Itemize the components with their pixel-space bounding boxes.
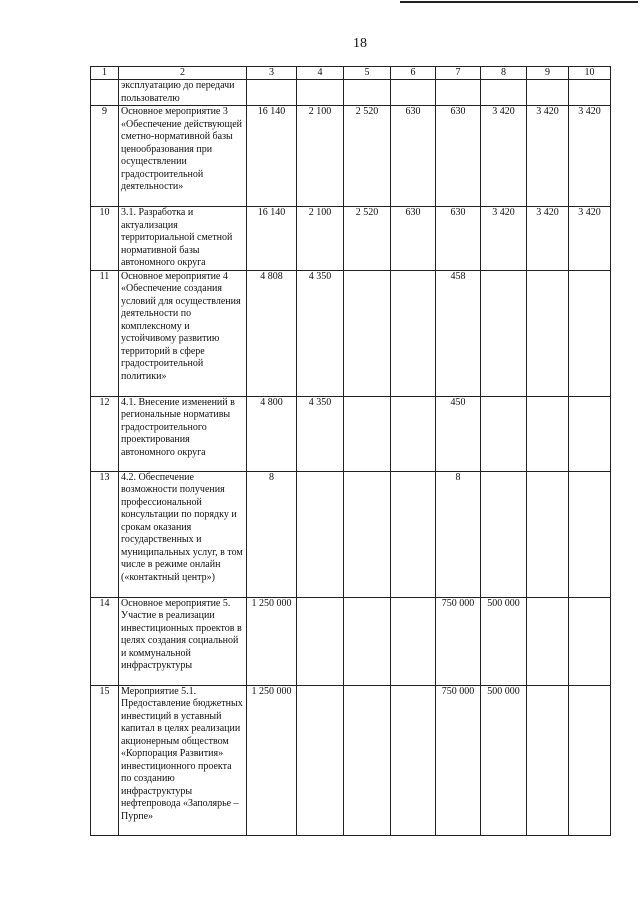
table-row: [91, 597, 611, 685]
header-cell: 6: [391, 67, 436, 80]
value-cell: 1 250 000: [247, 597, 297, 685]
table-row: [91, 471, 611, 597]
header-cell: 4: [297, 67, 344, 80]
value-cell: [297, 80, 344, 106]
row-description: эксплуатацию до передачи пользователю: [119, 80, 247, 106]
table-row: [91, 80, 611, 106]
value-cell: 458: [436, 270, 481, 396]
header-cell: 9: [527, 67, 569, 80]
value-cell: [344, 396, 391, 471]
value-cell: 16 140: [247, 207, 297, 271]
row-number: 9: [91, 106, 119, 207]
header-cell: 2: [119, 67, 247, 80]
header-row: [91, 67, 611, 80]
value-cell: 750 000: [436, 597, 481, 685]
value-cell: 16 140: [247, 106, 297, 207]
value-cell: [297, 471, 344, 597]
value-cell: [247, 80, 297, 106]
value-cell: [344, 597, 391, 685]
table-row: [91, 685, 611, 835]
value-cell: 3 420: [481, 106, 527, 207]
top-rule: [400, 1, 638, 3]
value-cell: [391, 80, 436, 106]
value-cell: [481, 471, 527, 597]
value-cell: [569, 270, 611, 396]
row-description: Основное мероприятие 5. Участие в реализации инвестиционных проектов в целях создания социальной и коммунальной инфраструктуры: [119, 597, 247, 685]
value-cell: [569, 685, 611, 835]
value-cell: [391, 396, 436, 471]
row-description: Основное мероприятие 3 «Обеспечение действующей сметно-нормативной базы ценообразования при осуществлении градостроительной деятельности»: [119, 106, 247, 207]
value-cell: [481, 80, 527, 106]
row-number: 12: [91, 396, 119, 471]
value-cell: [527, 270, 569, 396]
value-cell: 3 420: [527, 106, 569, 207]
value-cell: 4 350: [297, 396, 344, 471]
value-cell: [391, 685, 436, 835]
value-cell: [569, 396, 611, 471]
value-cell: 630: [436, 207, 481, 271]
value-cell: 630: [391, 207, 436, 271]
value-cell: 750 000: [436, 685, 481, 835]
value-cell: [527, 597, 569, 685]
row-number: 15: [91, 685, 119, 835]
row-description: Мероприятие 5.1. Предоставление бюджетных инвестиций в уставный капитал в целях реализации акционерным обществом «Корпорация Развития» инвестиционного проекта по созданию инфраструктуры нефтепровода «Заполярье – Пурпе»: [119, 685, 247, 835]
row-number: 11: [91, 270, 119, 396]
value-cell: [527, 396, 569, 471]
value-cell: [569, 471, 611, 597]
value-cell: 2 100: [297, 106, 344, 207]
row-description: 3.1. Разработка и актуализация территориальной сметной нормативной базы автономного округа: [119, 207, 247, 271]
value-cell: [527, 685, 569, 835]
value-cell: 630: [436, 106, 481, 207]
budget-table: [90, 66, 611, 836]
value-cell: [344, 270, 391, 396]
value-cell: [297, 685, 344, 835]
table-row: [91, 106, 611, 207]
table-row: [91, 396, 611, 471]
value-cell: [569, 597, 611, 685]
value-cell: [481, 396, 527, 471]
value-cell: [391, 597, 436, 685]
value-cell: 8: [436, 471, 481, 597]
value-cell: [527, 471, 569, 597]
value-cell: 1 250 000: [247, 685, 297, 835]
value-cell: [527, 80, 569, 106]
row-number: 13: [91, 471, 119, 597]
header-cell: 8: [481, 67, 527, 80]
row-description: 4.1. Внесение изменений в региональные нормативы градостроительного проектирования автономного округа: [119, 396, 247, 471]
value-cell: 500 000: [481, 685, 527, 835]
header-cell: 3: [247, 67, 297, 80]
value-cell: 3 420: [527, 207, 569, 271]
header-cell: 5: [344, 67, 391, 80]
row-description: 4.2. Обеспечение возможности получения профессиональной консультации по порядку и срокам оказания государственных и муниципальных услуг, в том числе в режиме онлайн («контактный центр»): [119, 471, 247, 597]
value-cell: [391, 471, 436, 597]
value-cell: 4 800: [247, 396, 297, 471]
value-cell: 3 420: [569, 106, 611, 207]
value-cell: 2 520: [344, 106, 391, 207]
row-number: [91, 80, 119, 106]
table-row: [91, 270, 611, 396]
value-cell: 450: [436, 396, 481, 471]
value-cell: [436, 80, 481, 106]
header-cell: 1: [91, 67, 119, 80]
value-cell: [481, 270, 527, 396]
header-cell: 7: [436, 67, 481, 80]
header-cell: 10: [569, 67, 611, 80]
value-cell: [297, 597, 344, 685]
value-cell: [344, 80, 391, 106]
value-cell: 500 000: [481, 597, 527, 685]
value-cell: [344, 685, 391, 835]
row-number: 14: [91, 597, 119, 685]
value-cell: 3 420: [569, 207, 611, 271]
value-cell: 4 808: [247, 270, 297, 396]
value-cell: 4 350: [297, 270, 344, 396]
row-number: 10: [91, 207, 119, 271]
value-cell: 2 100: [297, 207, 344, 271]
value-cell: 630: [391, 106, 436, 207]
value-cell: [569, 80, 611, 106]
value-cell: [344, 471, 391, 597]
table-row: [91, 207, 611, 271]
value-cell: 8: [247, 471, 297, 597]
value-cell: 2 520: [344, 207, 391, 271]
value-cell: 3 420: [481, 207, 527, 271]
value-cell: [391, 270, 436, 396]
row-description: Основное мероприятие 4 «Обеспечение создания условий для осуществления деятельности по комплексному и устойчивому развитию территорий в сфере градостроительной политики»: [119, 270, 247, 396]
page-number: 18: [353, 36, 367, 51]
